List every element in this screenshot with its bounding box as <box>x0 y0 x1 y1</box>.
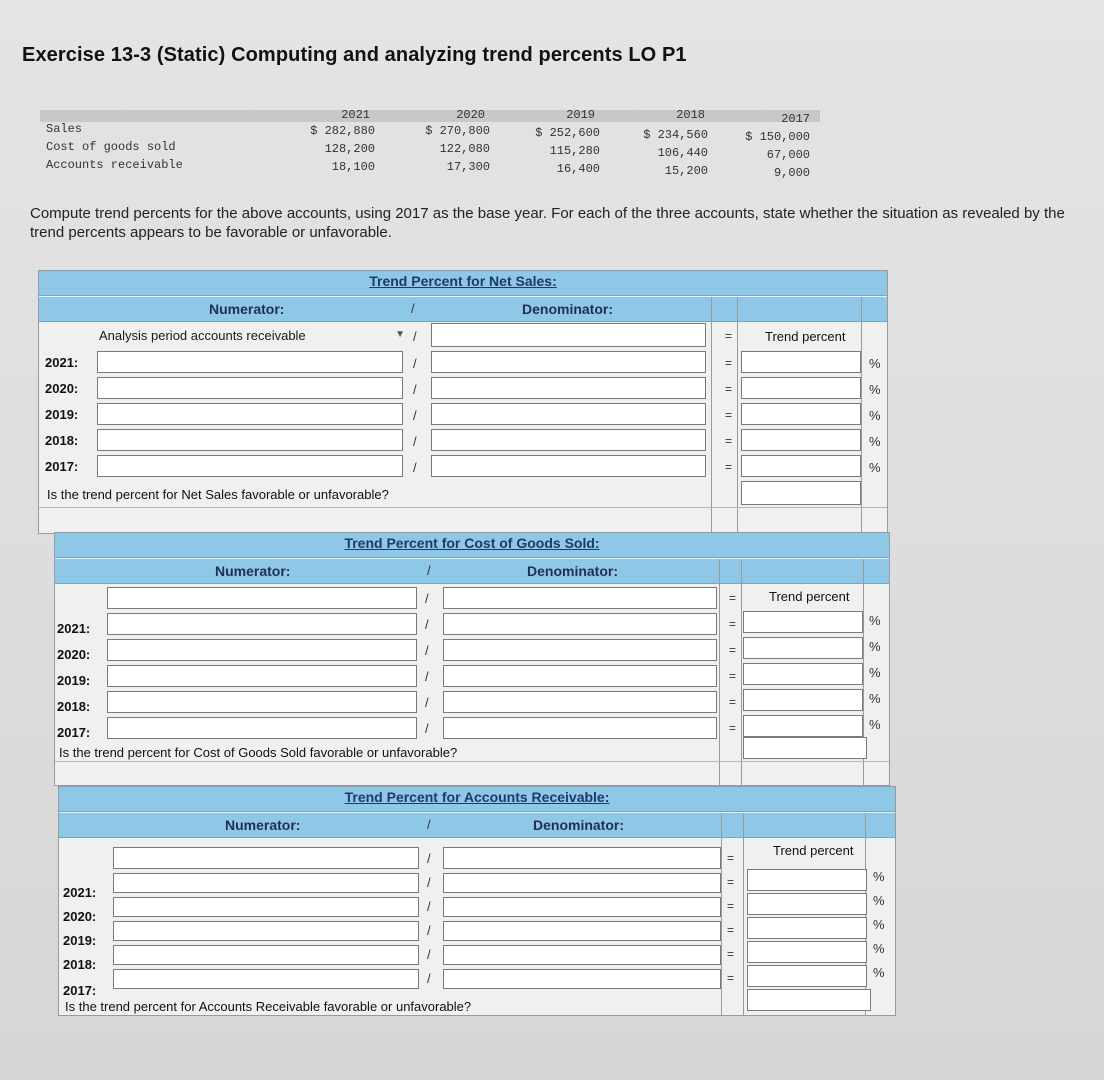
denominator-input[interactable] <box>443 587 717 609</box>
trend-percent-input[interactable] <box>747 965 867 987</box>
instructions: Compute trend percents for the above accounts, using 2017 as the base year. For each of the three accounts, state whether the situation as revealed by the trend percents appears to be favorable or unfavorable. <box>30 205 1065 241</box>
section-title-bar <box>59 787 895 812</box>
numerator-input[interactable] <box>107 613 417 635</box>
favorability-question: Is the trend percent for Accounts Receivable favorable or unfavorable? <box>65 999 472 1014</box>
ar-section: Trend Percent for Accounts Receivable: Numerator: / Denominator: / = Trend percent 2021: / = % 2020: / = % 2019: / = % 2018: / = % 2017: / = % Is the trend percent for Accounts Receivable favorable or unfavorable? <box>58 786 896 1016</box>
numerator-input[interactable] <box>97 403 403 425</box>
denominator-input[interactable] <box>443 873 721 893</box>
section-title: Trend Percent for Cost of Goods Sold: <box>344 535 600 551</box>
numerator-denominator-bar: Numerator: / Denominator: <box>55 559 889 584</box>
year-header: 2017 <box>781 112 810 126</box>
given-data-table <box>40 110 820 182</box>
trend-percent-input[interactable] <box>741 455 861 477</box>
trend-percent-input[interactable] <box>743 689 863 711</box>
numerator-denominator-bar: Numerator: / Denominator: <box>59 813 895 838</box>
row-label-ar: Accounts receivable <box>46 158 183 172</box>
section-title: Trend Percent for Net Sales: <box>369 273 557 289</box>
trend-percent-input[interactable] <box>747 917 867 939</box>
denominator-input[interactable] <box>443 969 721 989</box>
favorability-select[interactable] <box>741 481 861 505</box>
trend-percent-input[interactable] <box>747 869 867 891</box>
cell: $ 150,000 <box>745 130 810 144</box>
denominator-input[interactable] <box>443 921 721 941</box>
row-label-sales: Sales <box>46 122 83 136</box>
cell: 17,300 <box>446 160 490 174</box>
denominator-input[interactable] <box>443 665 717 687</box>
exercise-title: Exercise 13-3 (Static) Computing and analyzing trend percents LO P1 <box>22 44 687 66</box>
cell: 9,000 <box>773 166 810 180</box>
numerator-input[interactable] <box>113 921 419 941</box>
denominator-input[interactable] <box>431 403 706 425</box>
cell: 15,200 <box>664 164 708 178</box>
numerator-input[interactable] <box>107 639 417 661</box>
denominator-label: Denominator: <box>527 563 618 579</box>
trend-percent-input[interactable] <box>747 893 867 915</box>
denominator-input[interactable] <box>431 323 706 347</box>
numerator-label: Numerator: <box>215 563 291 579</box>
year-header: 2018 <box>676 108 705 122</box>
row-label-cogs: Cost of goods sold <box>46 140 176 154</box>
favorability-question: Is the trend percent for Cost of Goods Sold favorable or unfavorable? <box>59 745 458 760</box>
favorability-select[interactable] <box>743 737 867 759</box>
denominator-label: Denominator: <box>533 817 624 833</box>
denominator-input[interactable] <box>431 377 706 399</box>
cell: $ 234,560 <box>643 128 708 142</box>
numerator-input[interactable] <box>97 455 403 477</box>
section-title-bar <box>55 533 889 558</box>
trend-percent-input[interactable] <box>743 715 863 737</box>
numerator-input[interactable] <box>107 691 417 713</box>
numerator-input[interactable] <box>107 587 417 609</box>
year-header: 2019 <box>566 108 595 122</box>
denominator-label: Denominator: <box>522 301 613 317</box>
cell: 122,080 <box>439 142 490 156</box>
numerator-input[interactable] <box>113 969 419 989</box>
denominator-input[interactable] <box>443 717 717 739</box>
denominator-input[interactable] <box>431 429 706 451</box>
numerator-input[interactable] <box>113 897 419 917</box>
chevron-down-icon[interactable]: ▼ <box>395 329 405 340</box>
cell: 106,440 <box>657 146 708 160</box>
trend-percent-input[interactable] <box>741 377 861 399</box>
numerator-input[interactable] <box>113 847 419 869</box>
denominator-input[interactable] <box>443 613 717 635</box>
denominator-input[interactable] <box>431 351 706 373</box>
numerator-input[interactable] <box>107 717 417 739</box>
numerator-input[interactable] <box>97 429 403 451</box>
trend-percent-input[interactable] <box>743 663 863 685</box>
numerator-input[interactable] <box>107 665 417 687</box>
trend-percent-label: Trend percent <box>773 843 854 858</box>
denominator-input[interactable] <box>443 847 721 869</box>
numerator-label: Numerator: <box>225 817 301 833</box>
numerator-input[interactable] <box>113 945 419 965</box>
cell: 115,280 <box>549 144 600 158</box>
numerator-select[interactable]: Analysis period accounts receivable ▼ <box>97 325 403 349</box>
denominator-input[interactable] <box>431 455 706 477</box>
year-header: 2021 <box>341 108 370 122</box>
denominator-input[interactable] <box>443 897 721 917</box>
trend-percent-input[interactable] <box>741 403 861 425</box>
numerator-input[interactable] <box>113 873 419 893</box>
trend-percent-input[interactable] <box>747 941 867 963</box>
numerator-denominator-bar: Numerator: / Denominator: <box>39 297 887 322</box>
numerator-input[interactable] <box>97 351 403 373</box>
net-sales-section: Trend Percent for Net Sales: Numerator: / Denominator: Analysis period accounts receivable ▼ / = Trend percent 2021: / = % 2020: / = % 2019: / = % 2018: / = % 2017: / = % Is the trend percent for Net Sales favorable or unfavorable? <box>38 270 888 534</box>
trend-percent-input[interactable] <box>743 611 863 633</box>
section-title: Trend Percent for Accounts Receivable: <box>344 789 610 805</box>
trend-percent-input[interactable] <box>741 429 861 451</box>
cell: 128,200 <box>324 142 375 156</box>
cell: $ 270,800 <box>425 124 490 138</box>
cell: 18,100 <box>331 160 375 174</box>
favorability-question: Is the trend percent for Net Sales favorable or unfavorable? <box>47 487 389 502</box>
cell: 67,000 <box>766 148 810 162</box>
cell: $ 252,600 <box>535 126 600 140</box>
denominator-input[interactable] <box>443 691 717 713</box>
trend-percent-input[interactable] <box>743 637 863 659</box>
trend-percent-label: Trend percent <box>769 589 850 604</box>
trend-percent-label: Trend percent <box>765 329 846 344</box>
favorability-select[interactable] <box>747 989 871 1011</box>
denominator-input[interactable] <box>443 639 717 661</box>
section-title-bar <box>39 271 887 296</box>
year-header: 2020 <box>456 108 485 122</box>
cogs-section: Trend Percent for Cost of Goods Sold: Numerator: / Denominator: / = Trend percent 2021: / = % 2020: / = % 2019: / = % 2018: / = % 2017: / = % Is the trend percent for Cost of Goods Sold favorable or unfavorable? <box>54 532 890 786</box>
trend-percent-input[interactable] <box>741 351 861 373</box>
numerator-input[interactable] <box>97 377 403 399</box>
cell: $ 282,880 <box>310 124 375 138</box>
numerator-label: Numerator: <box>209 301 285 317</box>
cell: 16,400 <box>556 162 600 176</box>
denominator-input[interactable] <box>443 945 721 965</box>
